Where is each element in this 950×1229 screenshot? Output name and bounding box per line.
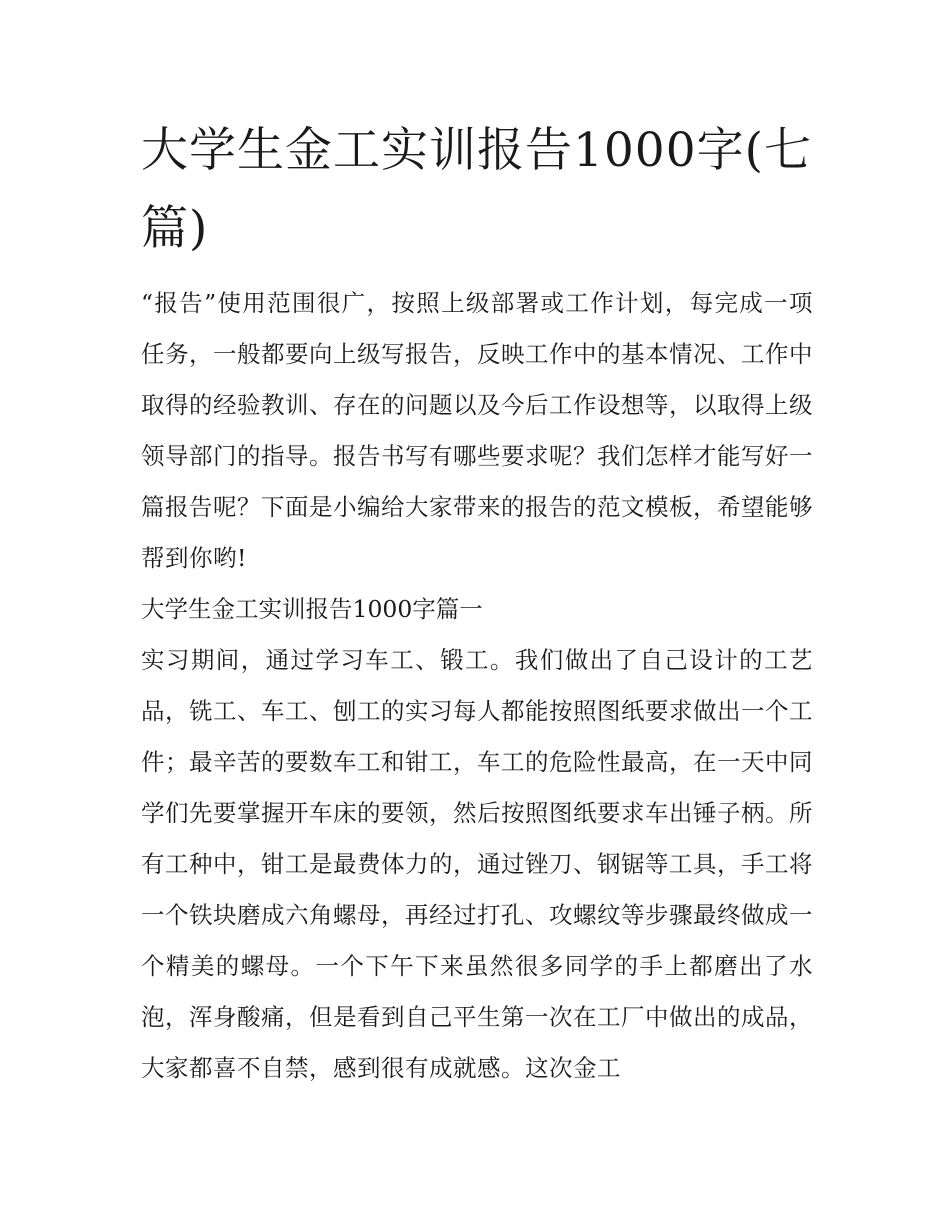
document-title: 大学生金工实训报告1000字(七篇) bbox=[141, 123, 812, 256]
intro-paragraph: “报告”使用范围很广，按照上级部署或工作计划，每完成一项任务，一般都要向上级写报告，反映工作中的基本情况、工作中取得的经验教训、存在的问题以及今后工作设想等，以取得上级领导部门的指导。报告书写有哪些要求呢？我们怎样才能写好一篇报告呢？下面是小编给大家带来的报告的范文模板，希望能够帮到你哟! bbox=[141, 289, 813, 572]
document-page bbox=[141, 112, 813, 1094]
section-heading: 大学生金工实训报告1000字篇一 bbox=[141, 595, 483, 623]
section-body-paragraph: 实习期间，通过学习车工、锻工。我们做出了自己设计的工艺品，铣工、车工、刨工的实习每人都能按照图纸要求做出一个工件；最辛苦的要数车工和钳工，车工的危险性最高，在一天中同学们先要掌握开车床的要领，然后按照图纸要求车出锤子柄。所有工种中，钳工是最费体力的，通过锉刀、钢锯等工具，手工将一个铁块磨成六角螺母，再经过打孔、攻螺纹等步骤最终做成一个精美的螺母。一个下午下来虽然很多同学的手上都磨出了水泡，浑身酸痛，但是看到自己平生第一次在工厂中做出的成品，大家都喜不自禁，感到很有成就感。这次金工 bbox=[141, 646, 813, 1082]
